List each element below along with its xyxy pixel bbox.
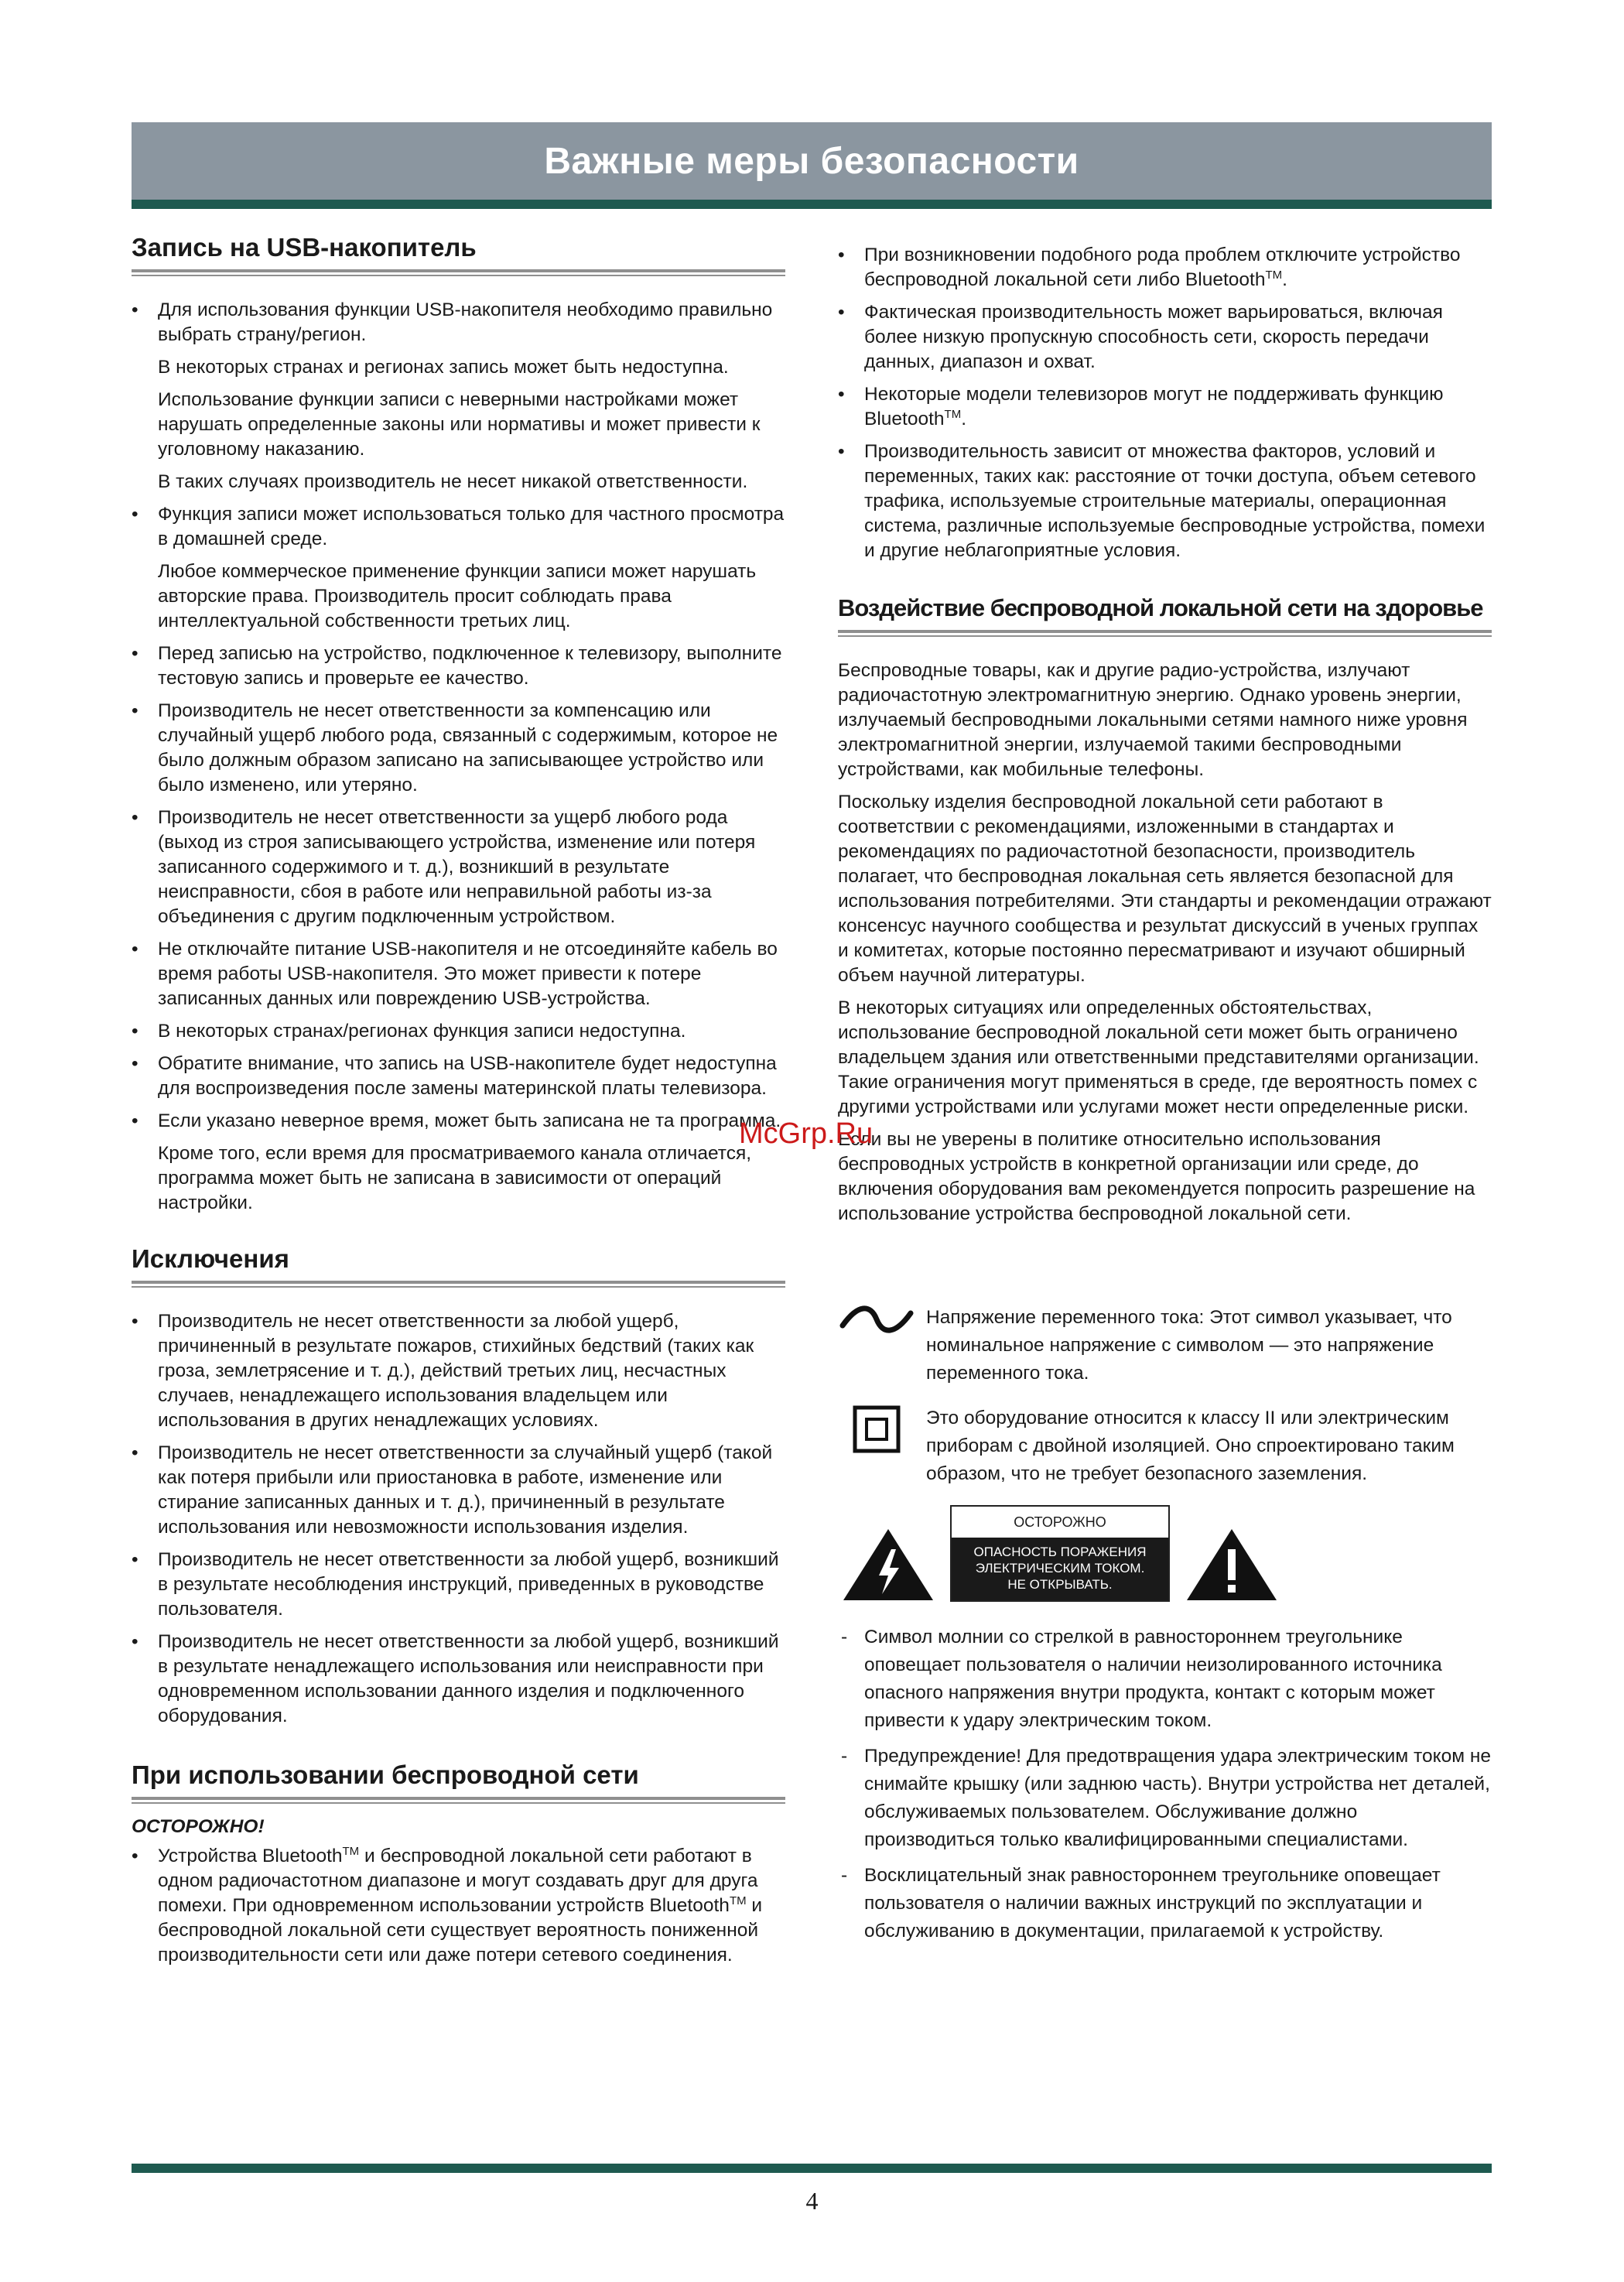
list-item: • Если указано неверное время, может быть записана не та программа. <box>132 1109 785 1134</box>
warning-line: НЕ ОТКРЫВАТЬ. <box>1007 1577 1113 1592</box>
list-item: • Производитель не несет ответственности за любой ущерб, причиненный в результате пожаров, стихийных бедствий (таких как гроза, землетрясение и т. д.), действий третьих лиц, несчастных случаев, ненадлежащего использования владельцем или использования в других ненадлежащих условиях. <box>132 1309 785 1433</box>
list-item: - Предупреждение! Для предотвращения удара электрическим током не снимайте крышку (или заднюю часть). Внутри устройства нет деталей, обслуживаемых пользователем. Обслуживание должно производиться только квалифицированными специалистами. <box>838 1743 1492 1854</box>
trademark: TM <box>342 1844 360 1858</box>
watermark: McGrp.Ru <box>739 1117 874 1150</box>
list-item: • Производитель не несет ответственности за компенсацию или случайный ущерб любого рода, связанный с содержимым, которое не было должным образом записано на записывающее устройство или было изменено, или утеряно. <box>132 699 785 798</box>
health-section-title: Воздействие беспроводной локальной сети на здоровье <box>838 594 1483 621</box>
warning-heading: ОСТОРОЖНО <box>952 1507 1168 1538</box>
text-fragment: Некоторые модели телевизоров могут не поддерживать функцию Bluetooth <box>864 384 1444 429</box>
list-item: • Для использования функции USB-накопителя необходимо правильно выбрать страну/регион. <box>132 298 785 347</box>
text-fragment: . <box>961 409 967 429</box>
usb-section-title: Запись на USB-накопитель <box>132 233 477 262</box>
list-item-note: Использование функции записи с неверными настройками может нарушать определенные законы или нормативы и может привести к уголовному наказанию. <box>158 389 761 460</box>
list-item <box>132 1844 785 1968</box>
trademark: TM <box>1265 268 1283 282</box>
class2-symbol-text: Это оборудование относится к классу II или электрическим приборам с двойной изоляцией. Оно спроектировано таким образом, что не требует безопасного заземления. <box>926 1408 1455 1484</box>
list-item-note: В таких случаях производитель не несет никакой ответственности. <box>158 471 748 492</box>
exclusions-list <box>132 1309 785 1729</box>
list-item: - Символ молнии со стрелкой в равностороннем треугольнике оповещает пользователя о наличии неизолированного источника опасного напряжения внутри продукта, контакт с которым может привести к удару электрическим током. <box>838 1623 1492 1735</box>
text-fragment: . <box>1282 269 1287 290</box>
list-item: • Фактическая производительность может варьироваться, включая более низкую пропускную способность сети, скорость передачи данных, диапазон и охват. <box>838 300 1492 375</box>
text-fragment: При возникновении подобного рода проблем отключите устройство беспроводной локальной сети либо Bluetooth <box>864 245 1461 290</box>
double-insulation-icon <box>838 1404 915 1454</box>
list-item: • Производитель не несет ответственности за любой ущерб, возникший в результате ненадлежащего использования или неисправности при одновременном использовании данного изделия и подключенного оборудования. <box>132 1630 785 1729</box>
section-divider <box>132 269 785 276</box>
page-number: 4 <box>805 2187 819 2215</box>
list-item-note: Любое коммерческое применение функции записи может нарушать авторские права. Производитель просит соблюдать права интеллектуальной собственности третьих лиц. <box>158 561 757 631</box>
caution-shock-label <box>950 1505 1170 1602</box>
list-item: • Обратите внимание, что запись на USB-накопителе будет недоступна для воспроизведения после замены материнской платы телевизора. <box>132 1052 785 1101</box>
list-item-note: Кроме того, если время для просматриваемого канала отличается, программа может быть не записана в зависимости от операций настройки. <box>158 1143 752 1213</box>
warning-body <box>952 1538 1168 1600</box>
paragraph: Если вы не уверены в политике относительно использования беспроводных устройств в конкретной организации или среде, до включения оборудования вам рекомендуется попросить разрешение на использование устройства беспроводной локальной сети. <box>838 1129 1475 1224</box>
list-item: • Производитель не несет ответственности за любой ущерб, возникший в результате несоблюдения инструкций, приведенных в руководстве пользователя. <box>132 1548 785 1622</box>
wireless-list <box>132 1844 785 1968</box>
list-item: • В некоторых странах/регионах функция записи недоступна. <box>132 1019 785 1044</box>
title-banner <box>132 122 1492 209</box>
trademark: TM <box>729 1894 747 1907</box>
ac-symbol-row <box>838 1304 1492 1387</box>
list-item: • Производитель не несет ответственности за ущерб любого рода (выход из строя записывающего устройства, изменение или потеря записанного содержимого и т. д.), возникший в результате неисправности, сбоя в работе или неправильной работы из-за объединения с другим подключенным устройством. <box>132 806 785 929</box>
list-item: • Производитель не несет ответственности за случайный ущерб (такой как потеря прибыли или приостановка в работе, изменение или стирание записанных данных и т. д.), причиненный в результате использования или невозможности использования изделия. <box>132 1441 785 1540</box>
warning-line: ОПАСНОСТЬ ПОРАЖЕНИЯ <box>973 1545 1147 1559</box>
text-fragment: и беспроводной локальной сети существует вероятность пониженной производительности сети или даже потери сетевого соединения. <box>158 1895 763 1966</box>
section-divider <box>132 1281 785 1288</box>
exclusions-section-title: Исключения <box>132 1244 289 1273</box>
list-item: - Восклицательный знак равностороннем треугольнике оповещает пользователя о наличии важных инструкций по эксплуатации и обслуживанию в документации, прилагаемой к устройству. <box>838 1862 1492 1945</box>
section-divider <box>132 1797 785 1804</box>
trademark: TM <box>944 407 962 421</box>
paragraph: В некоторых ситуациях или определенных обстоятельствах, использование беспроводной локальной сети может быть ограничено владельцем здания или ответственными представителями организации. Такие ограничения могут применяться в среде, где вероятность помех с другими устройствами или услугами может нести определенные риски. <box>838 997 1479 1117</box>
paragraph: Беспроводные товары, как и другие радио-устройства, излучают радиочастотную электромагнитную энергию. Однако уровень энергии, излучаемый беспроводными локальными сетями намного ниже уровня электромагнитной энергии, излучаемой такими беспроводными устройствами, как мобильные телефоны. <box>838 660 1468 780</box>
text-fragment: Устройства Bluetooth <box>158 1846 343 1866</box>
wireless-list-continued <box>838 243 1492 563</box>
list-item: • Перед записью на устройство, подключенное к телевизору, выполните тестовую запись и проверьте ее качество. <box>132 641 785 691</box>
symbol-notes-list <box>838 1623 1492 1945</box>
right-column <box>838 243 1492 1953</box>
list-item: • Производительность зависит от множества факторов, условий и переменных, таких как: расстояние от точки доступа, объем сетевого трафика, используемые строительные материалы, операционная система, различные используемые беспроводные устройства, помехи и другие неблагоприятные условия. <box>838 440 1492 563</box>
wireless-section-title: При использовании беспроводной сети <box>132 1760 639 1789</box>
usb-list <box>132 641 785 1134</box>
section-divider <box>838 630 1492 637</box>
list-item <box>838 243 1492 293</box>
warning-label-group <box>838 1505 1492 1602</box>
list-item <box>838 382 1492 432</box>
page-title: Важные меры безопасности <box>544 140 1079 182</box>
usb-list <box>132 298 785 347</box>
caution-label: ОСТОРОЖНО! <box>132 1816 265 1837</box>
ac-symbol-text: Напряжение переменного тока: Этот символ указывает, что номинальное напряжение с символом — это напряжение переменного тока. <box>926 1307 1452 1384</box>
lightning-triangle-icon <box>842 1528 935 1602</box>
left-column <box>132 232 785 1976</box>
usb-list <box>132 502 785 552</box>
warning-line: ЭЛЕКТРИЧЕСКИМ ТОКОМ. <box>975 1561 1145 1576</box>
list-item: • Не отключайте питание USB-накопителя и не отсоединяйте кабель во время работы USB-накопителя. Это может привести к потере записанных данных или повреждению USB-устройства. <box>132 937 785 1011</box>
exclamation-triangle-icon <box>1185 1528 1278 1602</box>
list-item: • Функция записи может использоваться только для частного просмотра в домашней среде. <box>132 502 785 552</box>
class2-symbol-row <box>838 1404 1492 1488</box>
footer-divider <box>132 2164 1492 2173</box>
paragraph: Поскольку изделия беспроводной локальной сети работают в соответствии с рекомендациями, изложенными в стандартах и рекомендациях по радиочастотной безопасности, производитель полагает, что беспроводная локальная сеть является безопасной для использования потребителями. Эти стандарты и рекомендации отражают консенсус научного сообщества и результат дискуссий в ученых группах и комитетах, которые постоянно пересматривают и изучают обширный объем научной литературы. <box>838 792 1492 986</box>
text-fragment: и беспроводной локальной сети работают в одном радиочастотном диапазоне и могут создавать друг для друга помехи. При одновременном использовании устройств Bluetooth <box>158 1846 758 1916</box>
ac-wave-icon <box>838 1304 915 1335</box>
list-item-note: В некоторых странах и регионах запись может быть недоступна. <box>158 357 729 378</box>
